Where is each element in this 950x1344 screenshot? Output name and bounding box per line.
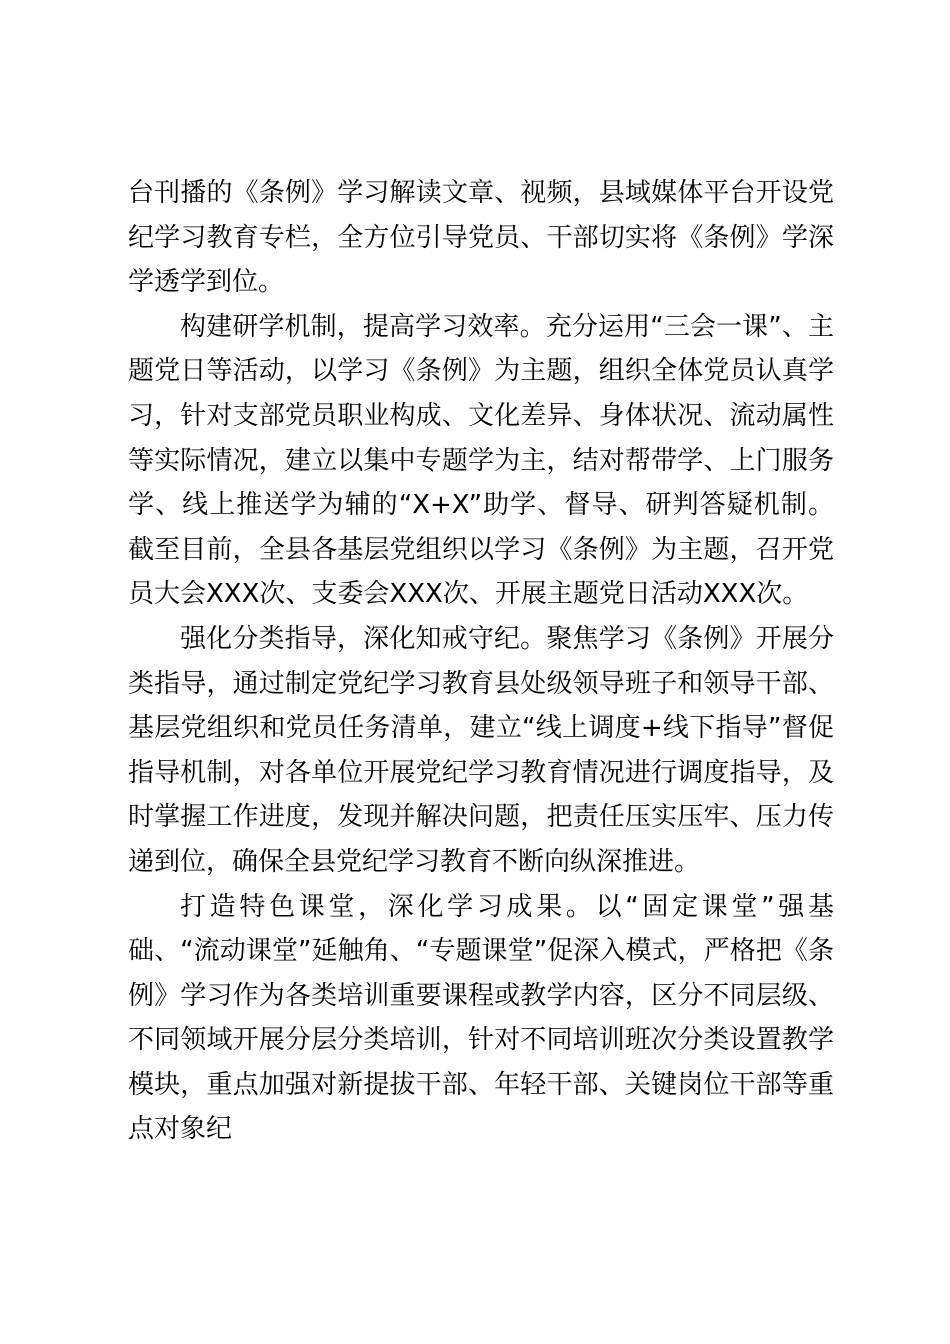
paragraph-2: 构建研学机制，提高学习效率。充分运用“三会一课”、主题党日等活动，以学习《条例》为主题，组织全体党员认真学习，针对支部党员职业构成、文化差异、身体状况、流动属性等实际情况，建立以集中专题学为主，结对帮带学、上门服务学、线上推送学为辅的“X+X”助学、督导、研判答疑机制。截至目前，全县各基层党组织以学习《条例》为主题，召开党员大会XXX次、支委会XXX次、开展主题党日活动XXX次。 — [128, 311, 834, 610]
paragraph-4: 打造特色课堂，深化学习成果。以“固定课堂”强基础、“流动课堂”延触角、“专题课堂”促深入模式，严格把《条例》学习作为各类培训重要课程或教学内容，区分不同层级、不同领域开展分层分类培训，针对不同培训班次分类设置教学模块，重点加强对新提拔干部、年轻干部、关键岗位干部等重点对象纪 — [128, 891, 834, 1145]
document-body — [128, 171, 834, 1152]
paragraph-1: 台刊播的《条例》学习解读文章、视频，县域媒体平台开设党纪学习教育专栏，全方位引导党员、干部切实将《条例》学深学透学到位。 — [128, 178, 834, 298]
paragraph-3: 强化分类指导，深化知戒守纪。聚焦学习《条例》开展分类指导，通过制定党纪学习教育县处级领导班子和领导干部、基层党组织和党员任务清单，建立“线上调度+线下指导”督促指导机制，对各单位开展党纪学习教育情况进行调度指导，及时掌握工作进度，发现并解决问题，把责任压实压牢、压力传递到位，确保全县党纪学习教育不断向纵深推进。 — [128, 623, 834, 877]
